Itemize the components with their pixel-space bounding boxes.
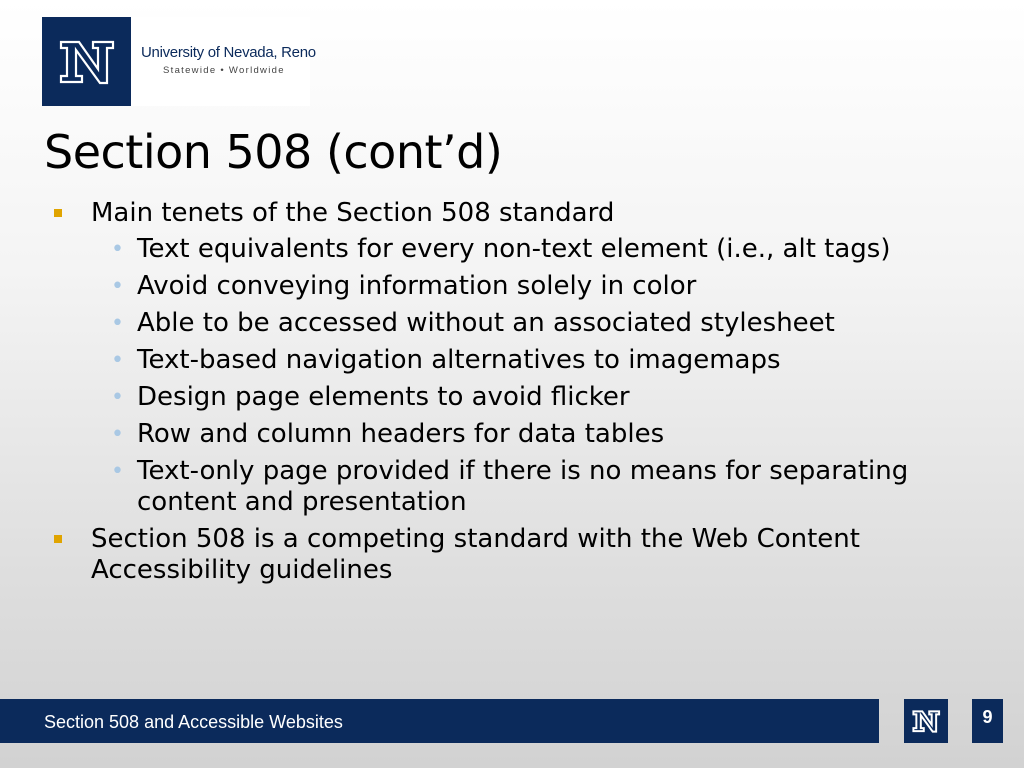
bullet-text: Section 508 is a competing standard with the Web Content Accessibility guidelines	[91, 524, 860, 585]
bullet-item	[0, 198, 1024, 518]
square-bullet-icon	[54, 209, 62, 217]
footer-title: Section 508 and Accessible Websites	[44, 712, 343, 732]
slide-title: Section 508 (cont’d)	[44, 125, 503, 179]
square-bullet-icon	[54, 535, 62, 543]
dot-bullet-icon: •	[111, 348, 124, 373]
page-number: 9	[982, 707, 993, 727]
sub-bullet-item	[91, 234, 984, 265]
sub-bullet-text: Text-based navigation alternatives to imagemaps	[137, 345, 781, 375]
logo-tagline: Statewide • Worldwide	[163, 65, 285, 76]
sub-bullet-text: Able to be accessed without an associated stylesheet	[137, 308, 835, 338]
sub-bullet-text: Text-only page provided if there is no means for separating content and presentation	[137, 456, 909, 517]
sub-bullet-text: Design page elements to avoid flicker	[137, 382, 630, 412]
logo-name: University of Nevada, Reno	[141, 44, 316, 61]
sub-bullet-item	[91, 419, 984, 450]
university-n-logo-icon	[904, 699, 948, 743]
university-logo	[42, 17, 316, 106]
footer-bar	[0, 699, 879, 743]
dot-bullet-icon: •	[111, 385, 124, 410]
bullet-text: Main tenets of the Section 508 standard	[91, 198, 615, 228]
dot-bullet-icon: •	[111, 422, 124, 447]
page-number-box	[972, 699, 1003, 743]
dot-bullet-icon: •	[111, 274, 124, 299]
dot-bullet-icon: •	[111, 237, 124, 262]
sub-bullet-item	[91, 382, 984, 413]
sub-bullet-item	[91, 456, 984, 518]
bullet-item	[0, 524, 1024, 586]
sub-bullet-item	[91, 345, 984, 376]
sub-bullet-text: Text equivalents for every non-text element (i.e., alt tags)	[137, 234, 891, 264]
dot-bullet-icon: •	[111, 459, 124, 484]
sub-bullet-item	[91, 271, 984, 302]
slide-body	[0, 198, 1024, 591]
sub-bullet-text: Avoid conveying information solely in color	[137, 271, 697, 301]
university-n-logo-icon	[42, 17, 131, 106]
sub-bullet-text: Row and column headers for data tables	[137, 419, 665, 449]
dot-bullet-icon: •	[111, 311, 124, 336]
sub-bullet-list	[91, 234, 984, 518]
sub-bullet-item	[91, 308, 984, 339]
